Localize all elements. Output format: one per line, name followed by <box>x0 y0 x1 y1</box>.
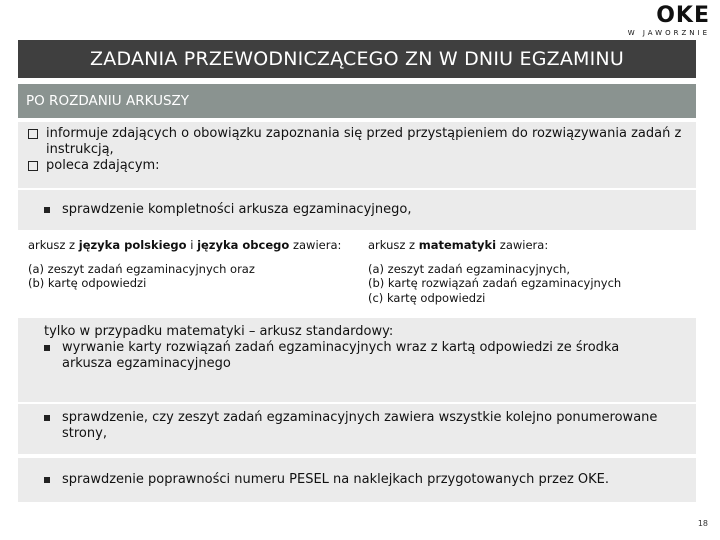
list-item <box>26 126 688 158</box>
content-line: (b) kartę rozwiązań zadań egzaminacyjnych <box>368 276 622 290</box>
square-bullet-icon <box>44 207 50 213</box>
column-heading <box>28 238 350 253</box>
pages-panel <box>18 404 696 454</box>
completeness-panel <box>18 190 696 230</box>
intro-item-1: informuje zdających o obowiązku zapoznania się przed przystąpieniem do rozwiązywania zadań z instrukcją, <box>46 126 682 157</box>
content-line: (b) kartę odpowiedzi <box>28 276 147 290</box>
heading-bold-math: matematyki <box>418 238 497 252</box>
math-only-panel <box>18 318 696 402</box>
list-item <box>44 472 609 488</box>
heading-text: zawiera: <box>289 238 342 252</box>
list-item <box>44 340 670 372</box>
content-line: (c) kartę odpowiedzi <box>368 290 486 305</box>
heading-text: i <box>186 238 198 252</box>
intro-item-2: poleca zdającym: <box>46 158 160 173</box>
section-header: PO ROZDANIU ARKUSZY <box>18 84 696 118</box>
sheet-contents-columns <box>18 232 696 316</box>
heading-text: arkusz z <box>28 238 79 252</box>
math-only-item: wyrwanie karty rozwiązań zadań egzaminacyjnych wraz z kartą odpowiedzi ze środka arkusza egzaminacyjnego <box>62 340 620 371</box>
list-item <box>26 158 688 174</box>
math-column <box>362 232 692 316</box>
pesel-text: sprawdzenie poprawności numeru PESEL na naklejkach przygotowanych przez OKE. <box>62 472 610 487</box>
column-heading <box>368 238 686 253</box>
completeness-text: sprawdzenie kompletności arkusza egzaminacyjnego, <box>62 202 412 217</box>
heading-text: arkusz z <box>368 238 419 252</box>
square-bullet-icon <box>44 477 50 483</box>
list-item <box>44 202 411 218</box>
oke-logo <box>610 4 710 38</box>
slide-title: ZADANIA PRZEWODNICZĄCEGO ZN W DNIU EGZAMINU <box>18 40 696 78</box>
pages-text: sprawdzenie, czy zeszyt zadań egzaminacyjnych zawiera wszystkie kolejno ponumerowane strony, <box>62 410 658 441</box>
logo-mark: OKE <box>656 3 710 28</box>
checkbox-bullet-icon <box>28 129 38 139</box>
content-line: (a) zeszyt zadań egzaminacyjnych oraz <box>28 261 255 276</box>
page-number: 18 <box>697 519 708 528</box>
logo-subtitle: W JAWORZNIE <box>627 29 710 37</box>
heading-bold-polish: języka polskiego <box>78 238 187 252</box>
pesel-panel <box>18 458 696 502</box>
intro-panel <box>18 122 696 188</box>
polish-foreign-column <box>22 232 356 316</box>
math-only-lead: tylko w przypadku matematyki – arkusz standardowy: <box>44 324 394 339</box>
heading-bold-foreign: języka obcego <box>197 238 290 252</box>
content-line: (a) zeszyt zadań egzaminacyjnych, <box>368 261 571 276</box>
square-bullet-icon <box>44 345 50 351</box>
square-bullet-icon <box>44 415 50 421</box>
list-item <box>44 410 670 442</box>
heading-text: zawiera: <box>496 238 549 252</box>
checkbox-bullet-icon <box>28 161 38 171</box>
